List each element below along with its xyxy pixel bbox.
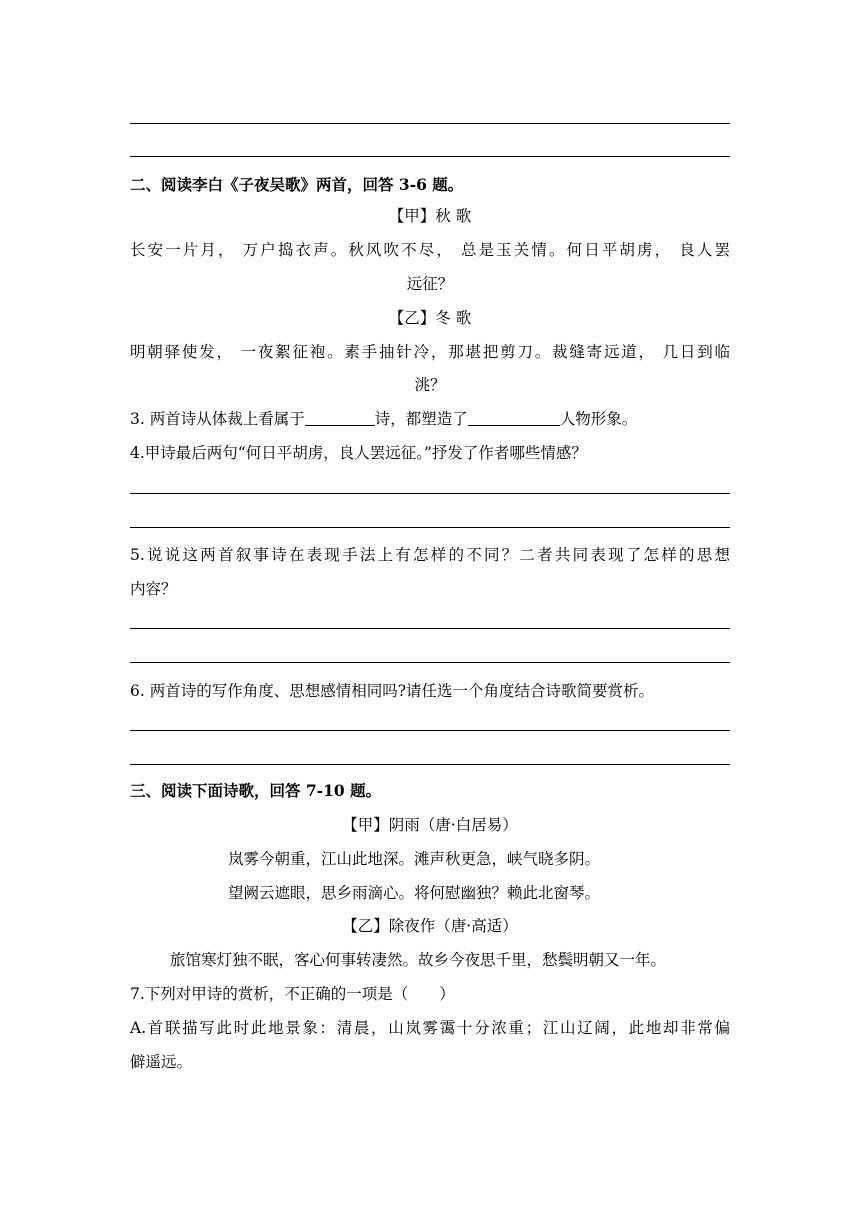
answer-line[interactable] [130,662,730,663]
poem-b-line: 洮？ [414,376,446,394]
answer-line[interactable] [130,493,730,494]
question-7-option-a: 僻遥远。 [130,1053,193,1071]
question-4: 4.甲诗最后两句“何日平胡虏，良人罢远征。”抒发了作者哪些情感？ [130,444,587,462]
question-3 [130,408,730,430]
fill-blank[interactable] [305,409,375,426]
poem-b-title: 【乙】冬 歌 [388,309,472,327]
section-2-heading: 二、阅读李白《子夜吴歌》两首，回答 3-6 题。 [130,175,464,194]
question-7: 7.下列对甲诗的赏析，不正确的一项是（ ） [130,985,455,1003]
section-3-heading: 三、阅读下面诗歌，回答 7-10 题。 [130,781,382,800]
poem-c-line: 望阙云遮眼，思乡雨滴心。将何慰幽独？赖此北窗琴。 [228,884,601,902]
answer-line[interactable] [130,764,730,765]
answer-line[interactable] [130,628,730,629]
question-5: 5.说说这两首叙事诗在表现手法上有怎样的不同？二者共同表现了怎样的思想 [130,546,730,564]
answer-line[interactable] [130,527,730,528]
poem-b-line: 明朝驿使发， 一夜絮征袍。素手抽针冷，那堪把剪刀。裁缝寄远道， 几日到临 [130,343,730,361]
answer-line [130,156,730,157]
question-3-text: 3. 两首诗从体裁上看属于 [130,410,305,428]
poem-d-line: 旅馆寒灯独不眠，客心何事转凄然。故乡今夜思千里，愁鬓明朝又一年。 [170,951,667,969]
poem-c-title: 【甲】阴雨（唐·白居易） [342,816,518,834]
question-7-option-a: A.首联描写此时此地景象：清晨，山岚雾霭十分浓重；江山辽阔，此地却非常偏 [130,1019,730,1037]
answer-line[interactable] [130,730,730,731]
answer-line [130,123,730,124]
poem-c-line: 岚雾今朝重，江山此地深。滩声秋更急，峡气晓多阴。 [228,850,601,868]
fill-blank[interactable] [468,409,560,426]
poem-a-line: 远征？ [406,275,454,293]
question-6: 6. 两首诗的写作角度、思想感情相同吗?请任选一个角度结合诗歌简要赏析。 [130,682,655,700]
poem-a-title: 【甲】秋 歌 [388,207,472,225]
question-3-text: 诗，都塑造了 [374,410,468,428]
worksheet-page [130,0,730,1216]
poem-a-line: 长安一片月， 万户捣衣声。秋风吹不尽， 总是玉关情。何日平胡虏， 良人罢 [130,241,730,259]
question-5: 内容？ [130,580,177,598]
question-3-text: 人物形象。 [559,410,638,428]
poem-d-title: 【乙】除夜作（唐·高适） [342,917,518,935]
